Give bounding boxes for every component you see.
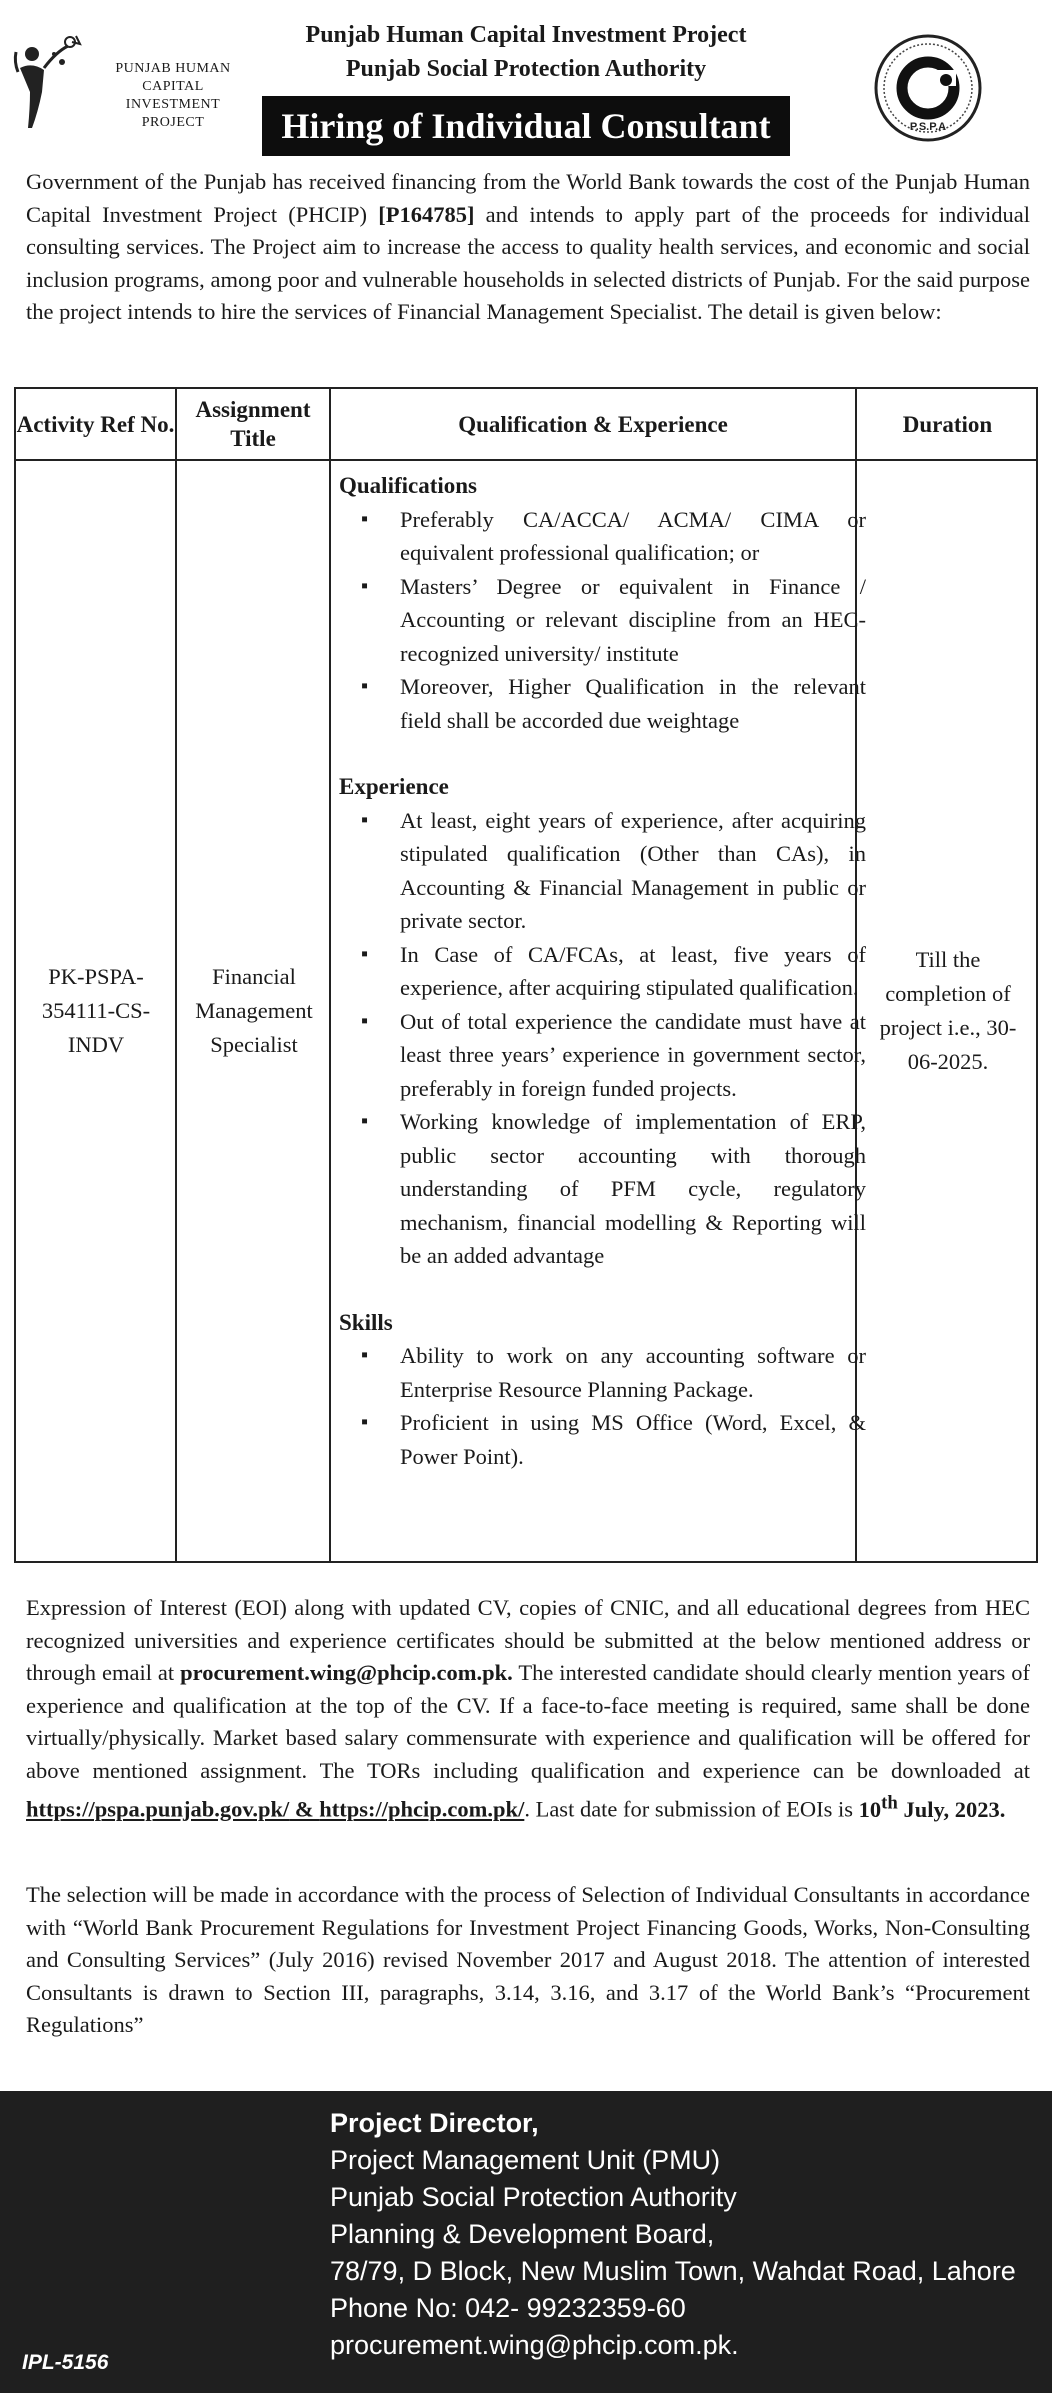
header-assignment-title: Assignment Title — [195, 397, 311, 451]
cell-assignment-title: Financial Management Specialist — [195, 964, 313, 1057]
pspa-emblem-icon — [868, 30, 988, 155]
phcip-logo-text: PUNJAB HUMAN CAPITAL INVESTMENT PROJECT — [115, 61, 231, 130]
selection-paragraph: The selection will be made in accordance with the process of Selection of Individual Consultants in accordance with “World Bank Procurement Regulations for Investment Project Financing Goods, Works, Non-Consulting and Consulting Services” (July 2016) revised November 2017 and August 2018. The attention of interested Consultants is drawn to Section III, paragraphs, 3.14, 3.16, and 3.17 of the World Bank’s “Procurement Regulations” — [26, 1882, 1030, 2037]
pspa-logo — [868, 30, 988, 155]
contact-phone: Phone No: 042- 99232359-60 — [330, 2293, 686, 2323]
cell-qualification — [339, 469, 866, 1473]
list-item: ▪ In Case of CA/FCAs, at least, five years of experience, after acquiring stipulated qualification. — [339, 938, 866, 1005]
list-item: ▪ Ability to work on any accounting software or Enterprise Resource Planning Package. — [339, 1339, 866, 1406]
org-name-phcip: Punjab Human Capital Investment Project — [305, 22, 747, 48]
contact-footer — [0, 2091, 1052, 2393]
experience-list — [339, 804, 866, 1273]
pspa-logo-text: P.S.P.A — [909, 121, 947, 133]
page-title: Hiring of Individual Consultant — [262, 96, 790, 156]
contact-line: Project Management Unit (PMU) — [330, 2145, 721, 2175]
qualifications-heading: Qualifications — [339, 473, 478, 498]
ad-reference-code: IPL-5156 — [22, 2351, 109, 2374]
contact-email-link[interactable]: procurement.wing@phcip.com.pk. — [330, 2330, 739, 2360]
skills-list — [339, 1339, 866, 1473]
consultant-table — [14, 387, 1038, 1563]
contact-line: Planning & Development Board, — [330, 2219, 715, 2249]
org-name-pspa: Punjab Social Protection Authority — [345, 56, 707, 82]
list-item: ▪ Out of total experience the candidate must have at least three years’ experience in government sector, preferably in foreign funded projects. — [339, 1005, 866, 1106]
header — [0, 0, 1052, 165]
header-activity-ref: Activity Ref No. — [16, 411, 175, 437]
list-item: ▪ At least, eight years of experience, after acquiring stipulated qualification (Other than CAs), in Accounting & Financial Management in public or private sector. — [339, 804, 866, 938]
phcip-website-link[interactable]: https://phcip.com.pk/ — [319, 1796, 525, 1822]
contact-line: 78/79, D Block, New Muslim Town, Wahdat Road, Lahore — [330, 2256, 1016, 2286]
header-duration: Duration — [902, 411, 993, 437]
list-item: ▪ Moreover, Higher Qualification in the relevant field shall be accorded due weightage — [339, 670, 866, 737]
deadline-date: 10th July, 2023. — [858, 1792, 1006, 1822]
list-item: ▪ Working knowledge of implementation of ERP, public sector accounting with thorough understanding of PFM cycle, regulatory mechanism, financial modelling & Reporting will be an added advantage — [339, 1105, 866, 1273]
qualifications-list — [339, 503, 866, 738]
cell-activity-ref: PK-PSPA-354111-CS-INDV — [41, 964, 151, 1057]
intro-paragraph: Government of the Punjab has received financing from the World Bank towards the cost of the Punjab Human Capital Investment Project (PHCIP) [P164785] and intends to apply part of the proceeds for individual consulting services. The Project aim to increase the access to quality health services, and economic and social inclusion programs, among poor and vulnerable households in selected districts of Punjab. For the said purpose the project intends to hire the services of Financial Management Specialist. The detail is given below: — [26, 169, 1031, 324]
list-item: ▪ Masters’ Degree or equivalent in Finance / Accounting or relevant discipline from an HEC-recognized university/ institute — [339, 570, 866, 671]
eoi-email-link[interactable]: procurement.wing@phcip.com.pk. — [180, 1660, 513, 1685]
cell-duration: Till the completion of project i.e., 30-06-2025. — [879, 947, 1017, 1074]
contact-address — [330, 2105, 1016, 2364]
eoi-paragraph: Expression of Interest (EOI) along with updated CV, copies of CNIC, and all educational degrees from HEC recognized universities and experience certificates should be submitted at the below mentioned address or through email at procurement.wing@phcip.com.pk. The interested candidate should clearly mention years of experience and qualification at the top of the CV. If a face-to-face meeting is required, same shall be done virtually/physically. Market based salary commensurate with experience and qualification will be offered for above mentioned assignment. The TORs including qualification and experience can be downloaded at https://pspa.punjab.gov.pk/ & https://phcip.com.pk/. Last date for submission of EOIs is 10th July, 2023. — [26, 1595, 1030, 1822]
header-qualification: Qualification & Experience — [458, 411, 728, 437]
project-code: [P164785] — [378, 201, 475, 227]
list-item: ▪ Proficient in using MS Office (Word, Excel, & Power Point). — [339, 1406, 866, 1473]
pspa-website-link[interactable]: https://pspa.punjab.gov.pk/ — [26, 1796, 290, 1822]
list-item: ▪ Preferably CA/ACCA/ ACMA/ CIMA or equivalent professional qualification; or — [339, 503, 866, 570]
contact-director: Project Director, — [330, 2108, 539, 2138]
skills-heading: Skills — [339, 1309, 393, 1335]
contact-line: Punjab Social Protection Authority — [330, 2182, 737, 2212]
experience-heading: Experience — [339, 774, 449, 799]
